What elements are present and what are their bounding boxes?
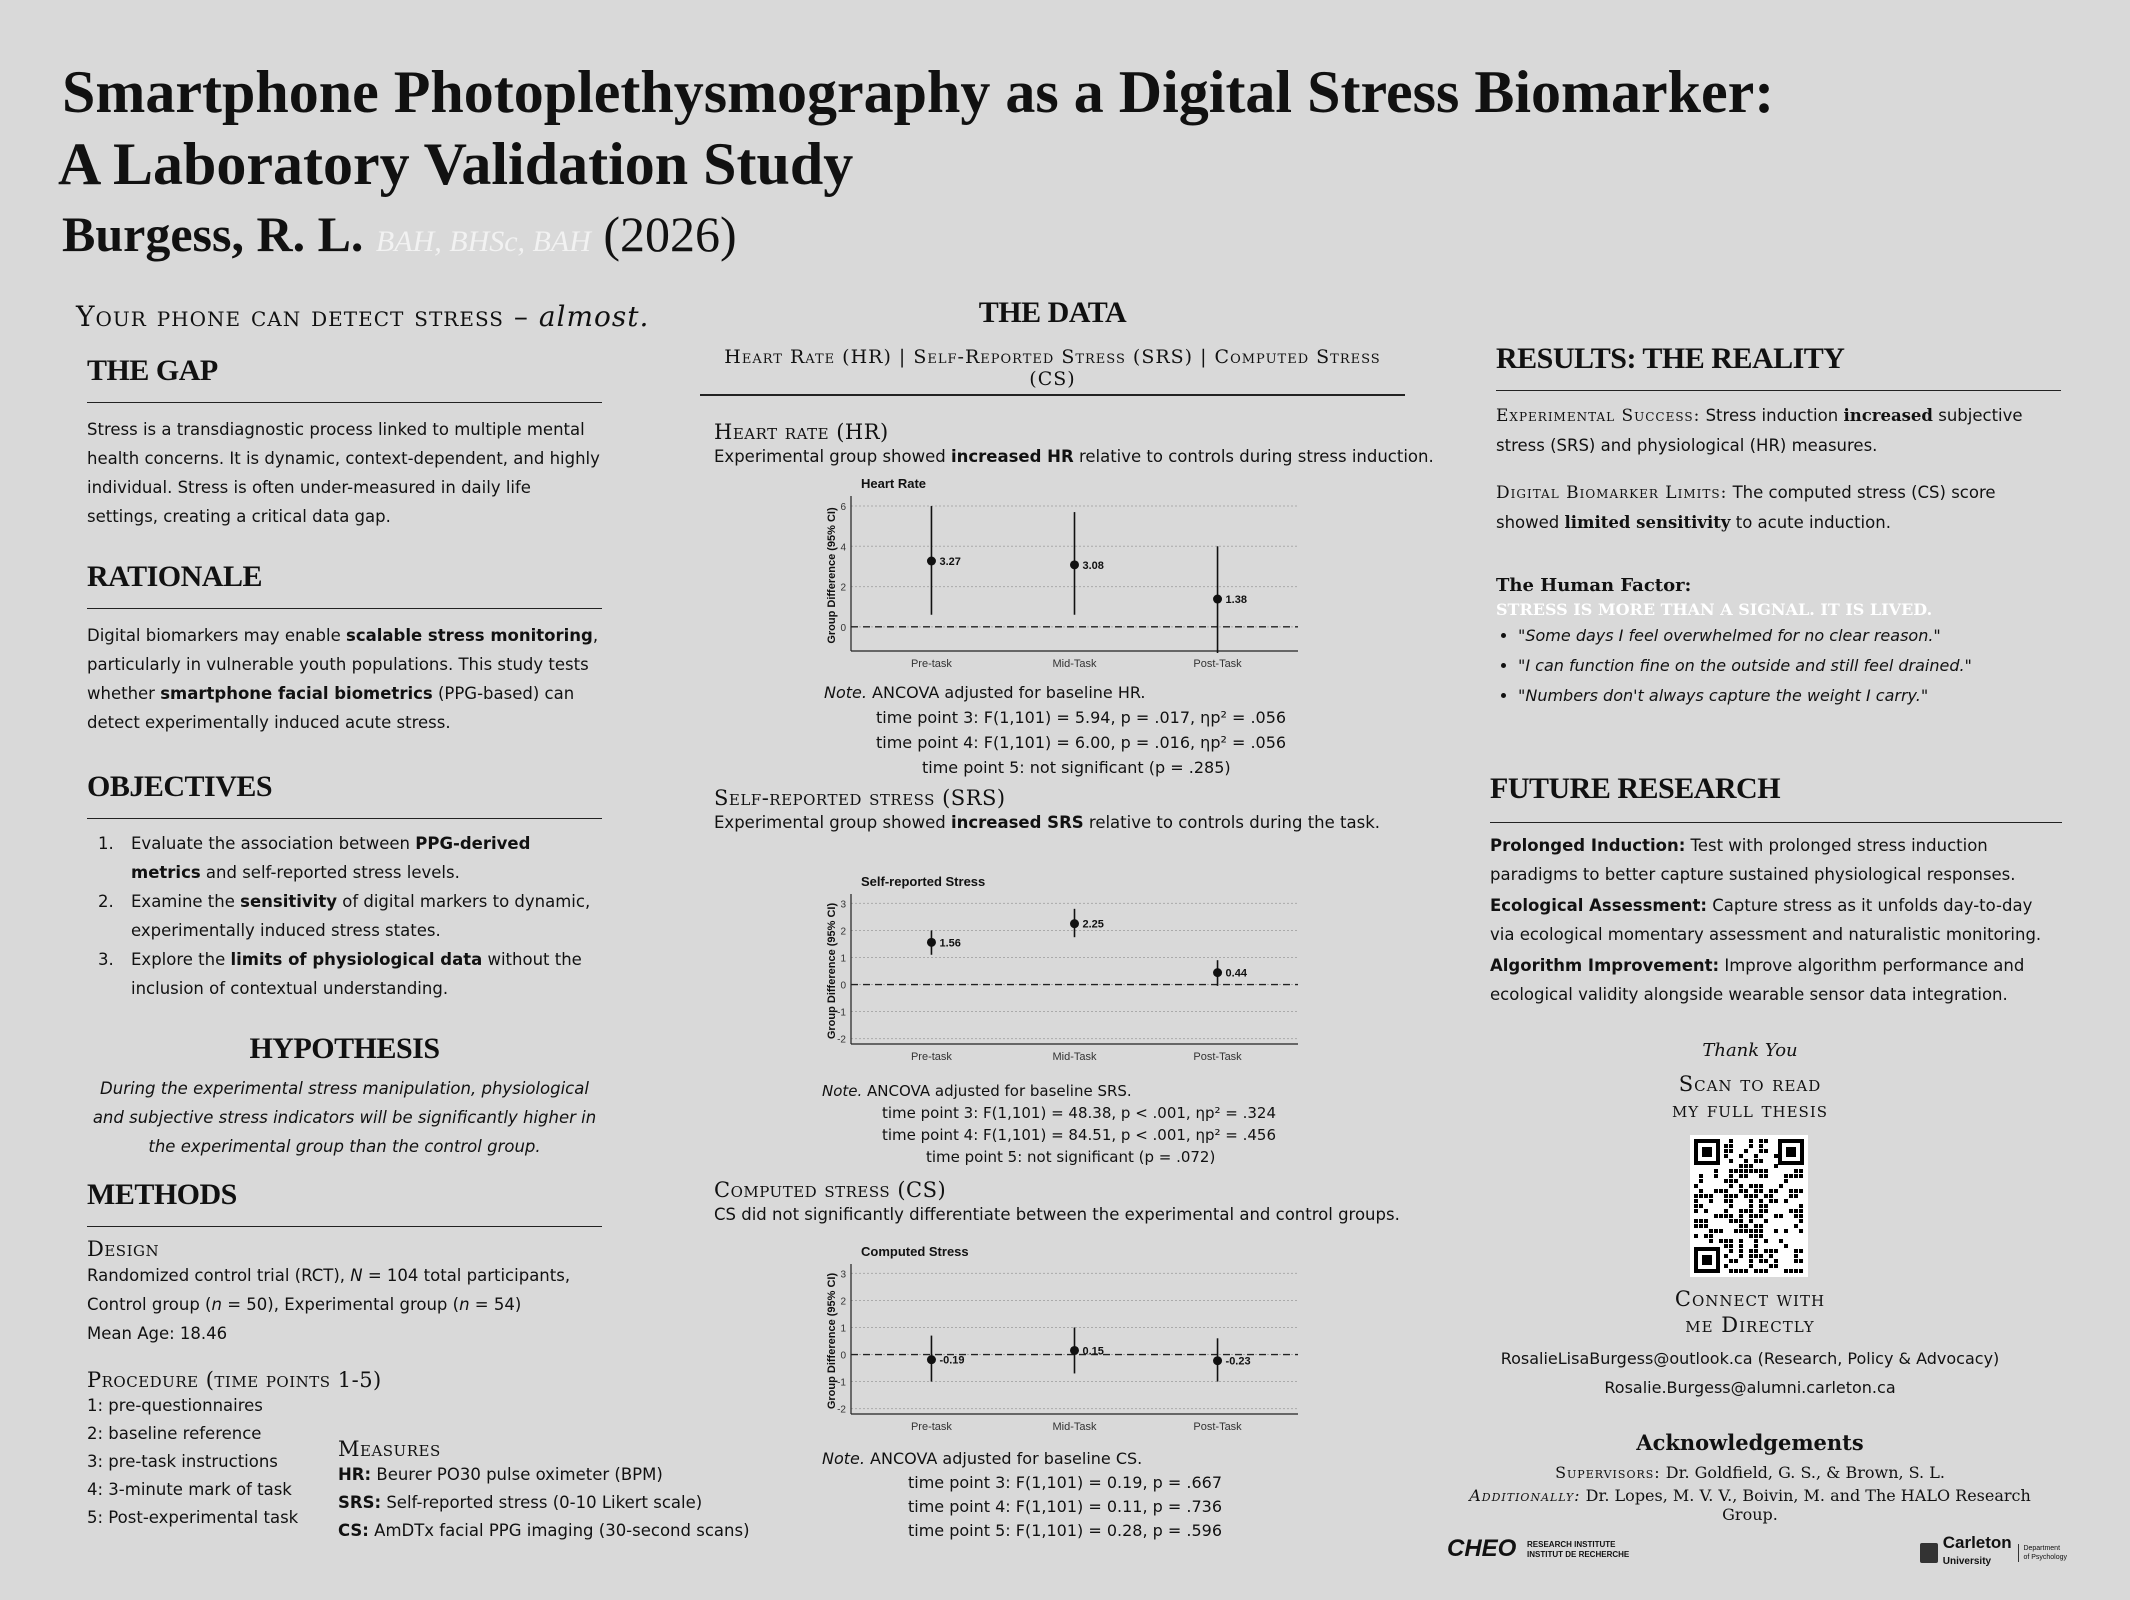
measures-section bbox=[338, 1437, 758, 1545]
list-item: 1: pre-questionnaires bbox=[87, 1396, 263, 1415]
cs-desc: CS did not significantly differentiate between the experimental and control groups. bbox=[714, 1205, 1400, 1224]
chart-svg bbox=[825, 872, 1310, 1072]
stat-line: time point 4: F(1,101) = 84.51, p < .001, ηp² = .456 bbox=[882, 1126, 1277, 1144]
email-link-alumni[interactable]: Rosalie.Burgess@alumni.carleton.ca bbox=[1604, 1378, 1896, 1397]
scan-text: Scan to read my full thesis bbox=[1671, 1072, 1829, 1122]
data-label: 1.56 bbox=[939, 937, 961, 950]
data-label: 3.27 bbox=[939, 556, 961, 569]
hr-section bbox=[714, 420, 1434, 470]
chart-title: Computed Stress bbox=[861, 1244, 969, 1259]
data-point bbox=[1213, 968, 1222, 977]
procedure-label: Procedure (time points 1-5) bbox=[87, 1368, 382, 1392]
divider bbox=[1490, 822, 2062, 823]
y-tick-label: -2 bbox=[837, 1034, 846, 1046]
biomarker-limits: Digital Biomarker Limits: The computed stress (CS) score showed limited sensitivity to acute induction. bbox=[1496, 483, 1996, 532]
objectives-heading: OBJECTIVES bbox=[87, 770, 273, 803]
chart-svg bbox=[825, 1242, 1310, 1442]
data-point bbox=[1213, 595, 1222, 604]
y-tick-label: 6 bbox=[840, 502, 846, 514]
design-text: Randomized control trial (RCT), N = 104 total participants, Control group (n = 50), Experimental group (n = 54) Mean Age: 18.46 bbox=[87, 1266, 571, 1343]
supervisors: Supervisors: Dr. Goldfield, G. S., & Brown, S. L. bbox=[1555, 1463, 1945, 1482]
list-item: • "I can function fine on the outside and still feel drained." bbox=[1518, 651, 2061, 681]
cs-chart bbox=[825, 1242, 1310, 1442]
stat-line: time point 5: F(1,101) = 0.28, p = .596 bbox=[908, 1521, 1223, 1540]
objectives-list bbox=[87, 829, 602, 1003]
list-item: 2. Examine the sensitivity of digital markers to dynamic, experimentally induced stress states. bbox=[119, 887, 602, 945]
srs-note: Note. ANCOVA adjusted for baseline SRS. time point 3: F(1,101) = 48.38, p < .001, ηp² = .324 time point 4: F(1,101) = 84.51, p < .001, ηp² = .456 time point 5: not significant (p = .072) bbox=[822, 1082, 1277, 1166]
data-label: 0.15 bbox=[1082, 1345, 1104, 1358]
list-item: Prolonged Induction: Test with prolonged stress induction paradigms to better capture sustained physiological responses. bbox=[1490, 836, 2016, 884]
experimental-success: Experimental Success: Stress induction increased subjective stress (SRS) and physiological (HR) measures. bbox=[1496, 406, 2023, 455]
data-point bbox=[1070, 1346, 1079, 1355]
cs-note: Note. ANCOVA adjusted for baseline CS. time point 3: F(1,101) = 0.19, p = .667 time point 4: F(1,101) = 0.11, p = .736 time point 5: F(1,101) = 0.28, p = .596 bbox=[822, 1447, 1222, 1543]
tagline-emphasis: almost. bbox=[538, 300, 650, 333]
y-axis-label: Group Difference (95% CI) bbox=[826, 1272, 838, 1410]
srs-chart bbox=[825, 872, 1310, 1072]
rationale-section bbox=[87, 560, 602, 737]
stat-line: time point 5: not significant (p = .285) bbox=[922, 758, 1231, 777]
additional-ack: Additionally: Dr. Lopes, M. V. V., Boivin, M. and The HALO Research Group. bbox=[1469, 1486, 2031, 1524]
stat-line: time point 5: not significant (p = .072) bbox=[926, 1148, 1216, 1166]
list-item: HR: Beurer PO30 pulse oximeter (BPM) bbox=[338, 1465, 663, 1484]
list-item: 4: 3-minute mark of task bbox=[87, 1480, 292, 1499]
y-tick-label: 1 bbox=[840, 953, 846, 965]
x-tick-label: Mid-Task bbox=[1052, 1421, 1097, 1433]
x-tick-label: Post-Task bbox=[1193, 1051, 1242, 1063]
stat-line: time point 4: F(1,101) = 0.11, p = .736 bbox=[908, 1497, 1223, 1516]
hypothesis-section bbox=[87, 1032, 602, 1161]
x-tick-label: Pre-task bbox=[910, 1051, 952, 1063]
list-item: Ecological Assessment: Capture stress as it unfolds day-to-day via ecological momentary assessment and naturalistic monitoring. bbox=[1490, 896, 2042, 944]
data-point bbox=[1213, 1356, 1222, 1365]
list-item: • "Some days I feel overwhelmed for no clear reason." bbox=[1518, 621, 2061, 651]
gap-text: Stress is a transdiagnostic process linked to multiple mental health concerns. It is dynamic, context-dependent, and highly individual. Stress is often under-measured in daily life settings, creating a critical data gap. bbox=[87, 420, 600, 526]
title-line-2: A Laboratory Validation Study bbox=[58, 131, 854, 197]
list-item: 1. Evaluate the association between PPG-derived metrics and self-reported stress levels. bbox=[119, 829, 602, 887]
future-heading: FUTURE RESEARCH bbox=[1490, 772, 1781, 805]
measures-label: Measures bbox=[338, 1437, 441, 1461]
y-tick-label: -1 bbox=[837, 1007, 846, 1019]
data-point bbox=[1070, 919, 1079, 928]
author-name: Burgess, R. L. bbox=[62, 206, 364, 262]
objectives-section bbox=[87, 770, 602, 1003]
y-tick-label: 2 bbox=[840, 582, 846, 594]
carleton-shield-icon bbox=[1920, 1543, 1938, 1563]
data-label: 2.25 bbox=[1082, 918, 1104, 931]
title-line-1: Smartphone Photoplethysmography as a Digital Stress Biomarker: bbox=[62, 59, 1775, 125]
y-axis-label: Group Difference (95% CI) bbox=[826, 507, 838, 644]
hr-label: Heart rate (HR) bbox=[714, 420, 889, 444]
qr-code[interactable] bbox=[1690, 1135, 1808, 1277]
contact-section bbox=[1450, 1040, 2050, 1123]
hr-desc: Experimental group showed increased HR relative to controls during stress induction. bbox=[714, 447, 1434, 466]
ack-section bbox=[1440, 1430, 2060, 1524]
data-label: 0.44 bbox=[1225, 967, 1247, 980]
quote-list bbox=[1496, 621, 2061, 711]
data-label: -0.19 bbox=[939, 1354, 965, 1367]
hypothesis-text: During the experimental stress manipulation, physiological and subjective stress indicators will be significantly higher in the experimental group than the control group. bbox=[92, 1079, 597, 1156]
data-point bbox=[1070, 560, 1079, 569]
qr-code-icon bbox=[1690, 1135, 1808, 1277]
list-item: CS: AmDTx facial PPG imaging (30-second scans) bbox=[338, 1521, 750, 1540]
data-header bbox=[700, 296, 1405, 396]
srs-desc: Experimental group showed increased SRS relative to controls during the task. bbox=[714, 813, 1381, 832]
data-point bbox=[927, 1355, 936, 1364]
chart-svg bbox=[825, 474, 1310, 679]
data-point bbox=[927, 938, 936, 947]
tagline: Your phone can detect stress – almost. bbox=[76, 300, 650, 333]
divider bbox=[87, 818, 602, 819]
x-tick-label: Post-Task bbox=[1193, 658, 1242, 670]
list-item: Algorithm Improvement: Improve algorithm performance and ecological validity alongside wearable sensor data integration. bbox=[1490, 956, 2025, 1004]
connect-section bbox=[1450, 1286, 2050, 1402]
x-tick-label: Mid-Task bbox=[1052, 658, 1097, 670]
srs-section bbox=[714, 786, 1434, 836]
y-tick-label: 3 bbox=[840, 1269, 846, 1281]
human-factor-heading: The Human Factor: bbox=[1496, 575, 1692, 596]
author-line bbox=[62, 205, 737, 263]
ack-heading: Acknowledgements bbox=[1636, 1430, 1864, 1455]
srs-label: Self-reported stress (SRS) bbox=[714, 786, 1006, 810]
x-tick-label: Pre-task bbox=[910, 658, 952, 670]
data-heading: THE DATA bbox=[978, 296, 1127, 329]
gap-section bbox=[87, 354, 602, 531]
future-section bbox=[1490, 772, 2062, 1009]
stat-line: time point 4: F(1,101) = 6.00, p = .016, ηp² = .056 bbox=[876, 733, 1287, 752]
cheo-logo: CHEO RESEARCH INSTITUTE INSTITUT DE RECHERCHE bbox=[1447, 1535, 1630, 1562]
y-tick-label: 0 bbox=[840, 622, 846, 634]
hypothesis-heading: HYPOTHESIS bbox=[249, 1032, 440, 1065]
stat-line: time point 3: F(1,101) = 5.94, p = .017, ηp² = .056 bbox=[876, 708, 1287, 727]
y-axis-label: Group Difference (95% CI) bbox=[826, 902, 838, 1040]
gap-heading: THE GAP bbox=[87, 354, 218, 387]
methods-heading: METHODS bbox=[87, 1178, 237, 1211]
x-tick-label: Post-Task bbox=[1193, 1421, 1242, 1433]
data-label: 1.38 bbox=[1225, 594, 1247, 607]
poster-title bbox=[58, 56, 1775, 200]
divider bbox=[87, 402, 602, 403]
list-item: SRS: Self-reported stress (0-10 Likert scale) bbox=[338, 1493, 703, 1512]
list-item: 3: pre-task instructions bbox=[87, 1452, 278, 1471]
y-tick-label: 3 bbox=[840, 899, 846, 911]
list-item: 2: baseline reference bbox=[87, 1424, 262, 1443]
y-tick-label: 0 bbox=[840, 1350, 846, 1362]
data-label: -0.23 bbox=[1225, 1355, 1251, 1368]
hr-chart bbox=[825, 474, 1310, 679]
publication-year: (2026) bbox=[603, 206, 737, 262]
y-tick-label: 1 bbox=[840, 1323, 846, 1335]
list-item: 5: Post-experimental task bbox=[87, 1508, 299, 1527]
design-label: Design bbox=[87, 1237, 160, 1261]
x-tick-label: Pre-task bbox=[910, 1421, 952, 1433]
data-subtitle: Heart Rate (HR) | Self-Reported Stress (SRS) | Computed Stress (CS) bbox=[700, 346, 1405, 396]
data-point bbox=[927, 557, 936, 566]
stat-line: time point 3: F(1,101) = 48.38, p < .001, ηp² = .324 bbox=[882, 1104, 1277, 1122]
divider bbox=[1496, 390, 2061, 391]
y-tick-label: -1 bbox=[837, 1377, 846, 1389]
y-tick-label: 4 bbox=[840, 542, 846, 554]
y-tick-label: 0 bbox=[840, 980, 846, 992]
list-item: • "Numbers don't always capture the weight I carry." bbox=[1518, 681, 2061, 711]
hr-note: Note. ANCOVA adjusted for baseline HR. time point 3: F(1,101) = 5.94, p = .017, ηp² = .056 time point 4: F(1,101) = 6.00, p = .016, ηp² = .056 time point 5: not significant (p = .285) bbox=[824, 680, 1286, 780]
y-tick-label: -2 bbox=[837, 1404, 846, 1416]
email-link-research[interactable]: RosalieLisaBurgess@outlook.ca (Research, Policy & Advocacy) bbox=[1500, 1349, 2000, 1368]
human-factor-sub: STRESS IS MORE THAN A SIGNAL. IT IS LIVED. bbox=[1496, 600, 1933, 619]
y-tick-label: 2 bbox=[840, 1296, 846, 1308]
thank-you: Thank You bbox=[1702, 1040, 1798, 1061]
rationale-text: Digital biomarkers may enable scalable stress monitoring, particularly in vulnerable youth populations. This study tests whether smartphone facial biometrics (PPG-based) can detect experimentally induced acute stress. bbox=[87, 626, 599, 732]
carleton-logo: Carleton University Department of Psychology bbox=[1920, 1535, 2067, 1570]
chart-title: Heart Rate bbox=[861, 476, 927, 491]
stat-line: time point 3: F(1,101) = 0.19, p = .667 bbox=[908, 1473, 1223, 1492]
rationale-heading: RATIONALE bbox=[87, 560, 262, 593]
cs-label: Computed stress (CS) bbox=[714, 1178, 947, 1202]
connect-text: Connect with me Directly bbox=[1674, 1287, 1826, 1337]
list-item: 3. Explore the limits of physiological data without the inclusion of contextual understanding. bbox=[119, 945, 602, 1003]
x-tick-label: Mid-Task bbox=[1052, 1051, 1097, 1063]
divider bbox=[87, 608, 602, 609]
results-heading: RESULTS: THE REALITY bbox=[1496, 342, 1845, 375]
divider bbox=[87, 1226, 602, 1227]
results-section bbox=[1496, 342, 2061, 711]
chart-title: Self-reported Stress bbox=[861, 874, 986, 889]
y-tick-label: 2 bbox=[840, 926, 846, 938]
author-credentials: BAH, BHSc, BAH bbox=[375, 225, 591, 258]
data-label: 3.08 bbox=[1082, 559, 1104, 572]
cs-section bbox=[714, 1178, 1434, 1228]
